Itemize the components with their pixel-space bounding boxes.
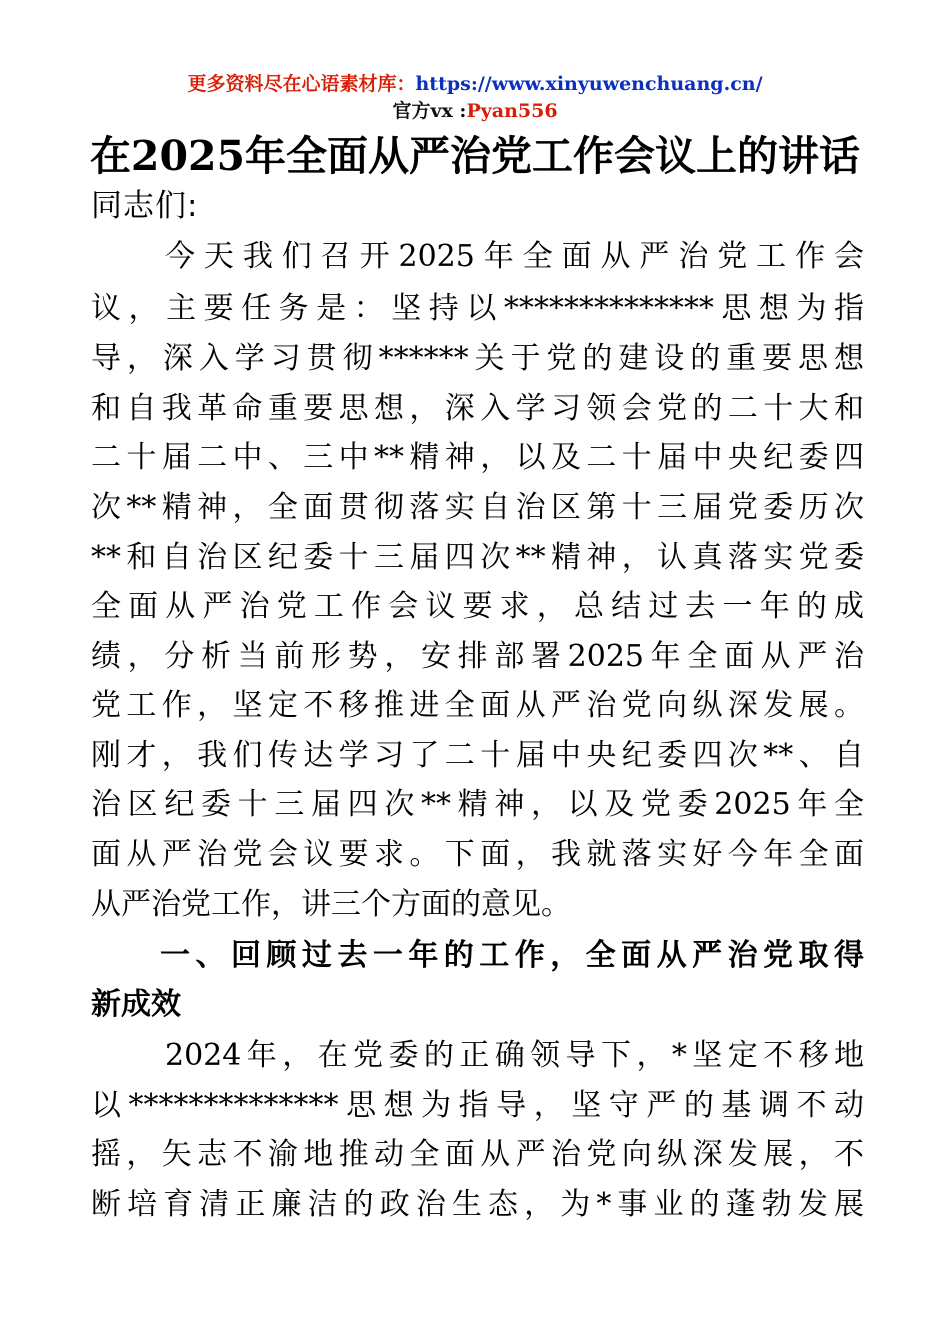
- paragraph1-line: 导，深入学习贯彻******关于党的建设的重要思想: [91, 341, 864, 376]
- paragraph2-line: 摇，矢志不渝地推动全面从严治党向纵深发展，不: [91, 1137, 864, 1172]
- paragraph1-line: 绩，分析当前形势，安排部署2025年全面从严治: [91, 639, 864, 674]
- paragraph1-line: **和自治区纪委十三届四次**精神，认真落实党委: [91, 540, 864, 575]
- promo-url[interactable]: https://www.xinyuwenchuang.cn/: [415, 73, 763, 95]
- section-heading-line: 一、回顾过去一年的工作，全面从严治党取得: [160, 938, 864, 973]
- contact-id: Pyan556: [466, 100, 558, 122]
- section-heading-line: 新成效: [91, 987, 181, 1022]
- paragraph1-line: 议，主要任务是：坚持以**************思想为指: [91, 291, 864, 326]
- paragraph2-line: 2024年，在党委的正确领导下，*坚定不移地: [165, 1038, 864, 1073]
- paragraph1-line: 从严治党工作，讲三个方面的意见。: [91, 887, 571, 922]
- document-title: 在2025年全面从严治党工作会议上的讲话: [89, 132, 861, 180]
- promo-text: 更多资料尽在心语素材库：: [187, 73, 416, 95]
- paragraph1-line: 面从严治党会议要求。下面，我就落实好今年全面: [91, 837, 864, 872]
- paragraph1-line: 二十届二中、三中**精神，以及二十届中央纪委四: [91, 440, 864, 475]
- paragraph2-line: 以**************思想为指导，坚守严的基调不动: [91, 1088, 864, 1123]
- paragraph1-line: 和自我革命重要思想，深入学习领会党的二十大和: [91, 391, 864, 426]
- promo-line: [0, 72, 950, 96]
- paragraph1-line: 次**精神，全面贯彻落实自治区第十三届党委历次: [91, 490, 864, 525]
- paragraph2-line: 断培育清正廉洁的政治生态，为*事业的蓬勃发展: [91, 1187, 864, 1222]
- paragraph1-line: 刚才，我们传达学习了二十届中央纪委四次**、自: [91, 738, 864, 773]
- paragraph1-line: 今天我们召开2025年全面从严治党工作会: [165, 239, 864, 274]
- contact-line: [0, 99, 950, 123]
- contact-prefix: 官方vx :: [392, 100, 467, 122]
- paragraph1-line: 全面从严治党工作会议要求，总结过去一年的成: [91, 589, 864, 624]
- salutation: 同志们:: [91, 188, 199, 224]
- paragraph1-line: 党工作，坚定不移推进全面从严治党向纵深发展。: [91, 688, 864, 723]
- paragraph1-line: 治区纪委十三届四次**精神，以及党委2025年全: [91, 787, 864, 822]
